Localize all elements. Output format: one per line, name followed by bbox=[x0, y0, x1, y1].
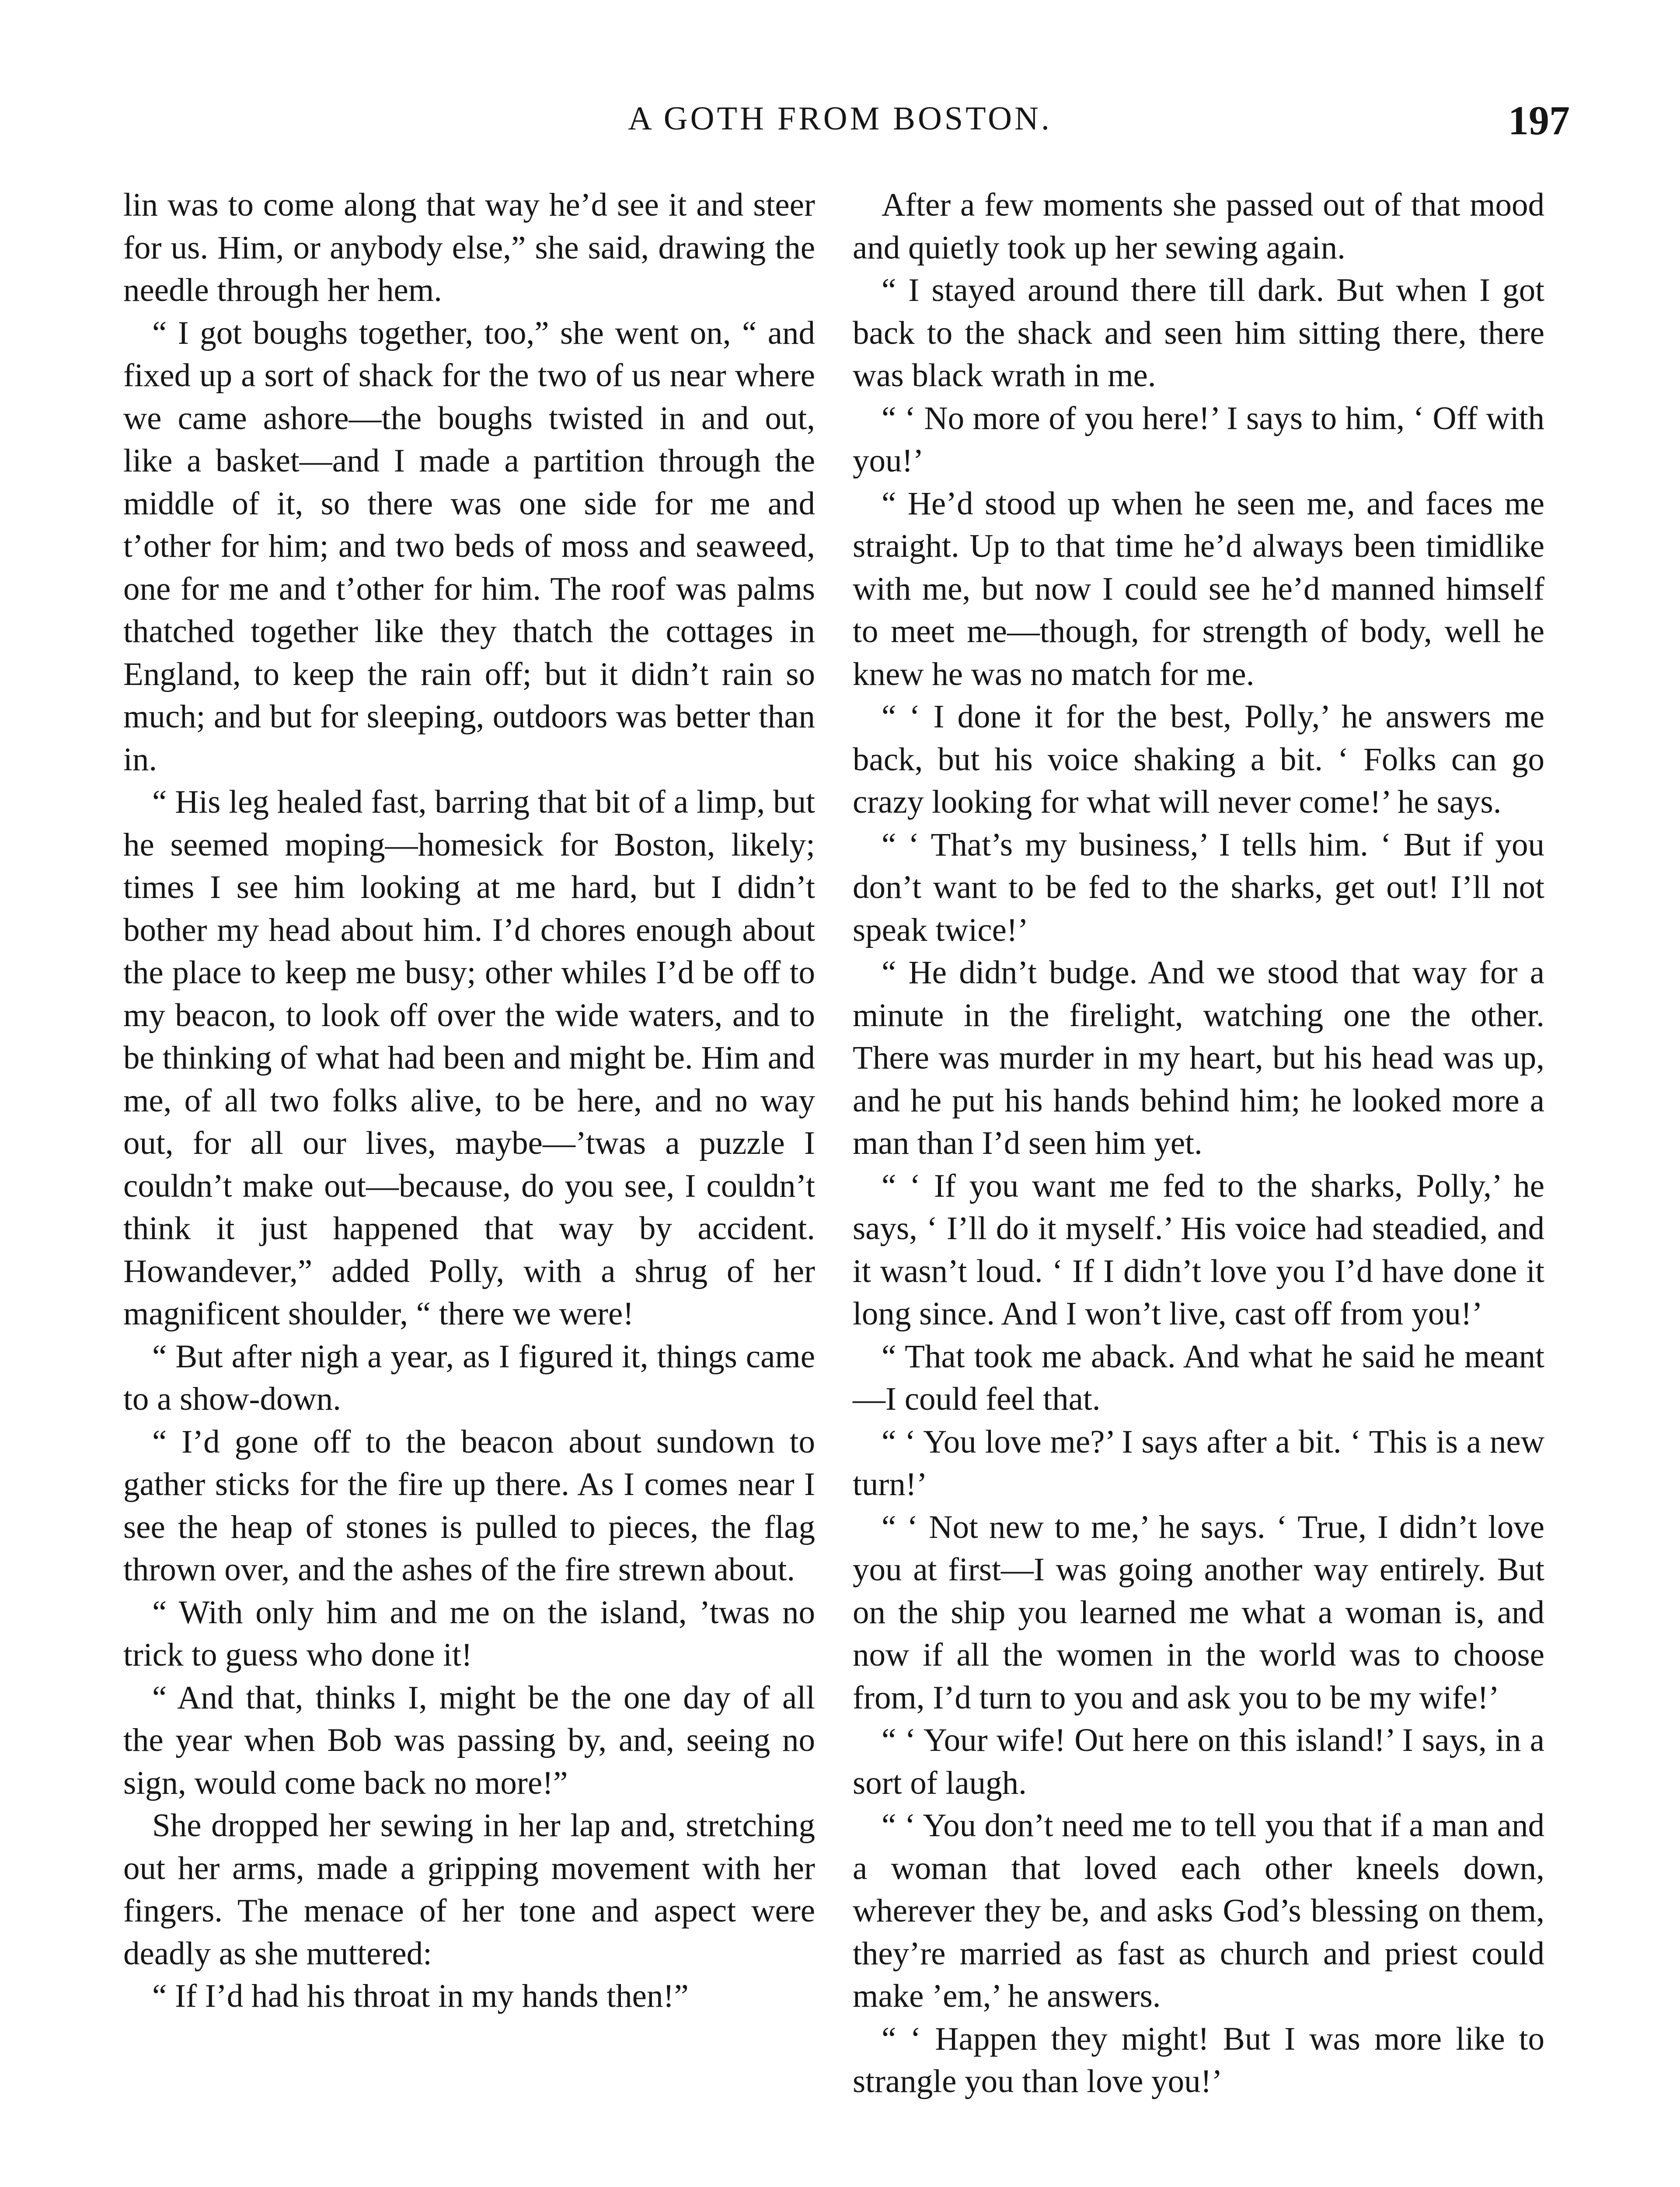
right-column bbox=[853, 184, 1544, 2103]
paragraph: “ ‘ I done it for the best, Polly,’ he answers me back, but his voice shaking a bit. ‘ Folks can go crazy looking for what will never come!’ he says. bbox=[853, 699, 1544, 820]
paragraph: “ I stayed around there till dark. But when I got back to the shack and seen him sitting there, there was black wrath in me. bbox=[853, 272, 1544, 394]
paragraph: “ He’d stood up when he seen me, and faces me straight. Up to that time he’d always been timidlike with me, but now I could see he’d manned himself to meet me—though, for strength of body, well he knew he was no match for me. bbox=[853, 485, 1544, 692]
paragraph: “ He didn’t budge. And we stood that way for a minute in the firelight, watching one the other. There was murder in my heart, but his head was up, and he put his hands behind him; he looked more a man than I’d seen him yet. bbox=[853, 954, 1544, 1161]
paragraph: “ ‘ Happen they might! But I was more like to strangle you than love you!’ bbox=[853, 2020, 1544, 2100]
paragraph: “ ‘ If you want me fed to the sharks, Polly,’ he says, ‘ I’ll do it myself.’ His voice had steadied, and it wasn’t loud. ‘ If I didn’t love you I’d have done it long since. And I won’t live, cast off from you!’ bbox=[853, 1167, 1544, 1332]
paragraph: “ ‘ That’s my business,’ I tells him. ‘ But if you don’t want to be fed to the sharks, get out! I’ll not speak twice!’ bbox=[853, 826, 1544, 948]
paragraph: “ If I’d had his throat in my hands then!” bbox=[152, 1978, 689, 2014]
paragraph: “ But after nigh a year, as I figured it, things came to a show-down. bbox=[123, 1338, 815, 1417]
paragraph: “ ‘ Your wife! Out here on this island!’ I says, in a sort of laugh. bbox=[853, 1722, 1544, 1801]
paragraph: “ That took me aback. And what he said he meant—I could feel that. bbox=[853, 1338, 1544, 1417]
page-header-title: A GOTH FROM BOSTON. bbox=[628, 100, 1052, 137]
paragraph: “ I got boughs together, too,” she went on, “ and fixed up a sort of shack for the two of us near where we came ashore—the boughs twisted in and out, like a basket—and I made a partition through the middle of it, so there was one side for me and t’other for him; and two beds of moss and seaweed, one for me and t’other for him. The roof was palms thatched together like they thatch the cottages in England, to keep the rain off; but it didn’t rain so much; and but for sleeping, outdoors was better than in. bbox=[123, 314, 815, 778]
running-head bbox=[0, 100, 1680, 170]
paragraph: “ And that, thinks I, might be the one day of all the year when Bob was passing by, and, seeing no sign, would come back no more!” bbox=[123, 1679, 815, 1801]
paragraph: “ His leg healed fast, barring that bit of a limp, but he seemed moping—homesick for Boston, likely; times I see him looking at me hard, but I didn’t bother my head about him. I’d chores enough about the place to keep me busy; other whiles I’d be off to my beacon, to look off over the wide waters, and to be thinking of what had been and might be. Him and me, of all two folks alive, to be here, and no way out, for all our lives, maybe—’twas a puzzle I couldn’t make out—because, do you see, I couldn’t think it just happened that way by accident. Howandever,” added Polly, with a shrug of her magnificent shoulder, “ there we were! bbox=[123, 784, 815, 1332]
paragraph: After a few moments she passed out of that mood and quietly took up her sewing again. bbox=[853, 187, 1544, 266]
paragraph: “ I’d gone off to the beacon about sundown to gather sticks for the fire up there. As I comes near I see the heap of stones is pulled to pieces, the flag thrown over, and the ashes of the fire strewn about. bbox=[123, 1423, 815, 1588]
paragraph: “ ‘ You don’t need me to tell you that if a man and a woman that loved each other kneels down, wherever they be, and asks God’s blessing on them, they’re married as fast as church and priest could make ’em,’ he answers. bbox=[853, 1807, 1544, 2014]
paragraph: She dropped her sewing in her lap and, stretching out her arms, made a gripping movement with her fingers. The menace of her tone and aspect were deadly as she muttered: bbox=[123, 1807, 815, 1972]
paragraph: “ ‘ Not new to me,’ he says. ‘ True, I didn’t love you at first—I was going another way entirely. But on the ship you learned me what a woman is, and now if all the women in the world was to choose from, I’d turn to you and ask you to be my wife!’ bbox=[853, 1509, 1544, 1716]
paragraph: “ With only him and me on the island, ’twas no trick to guess who done it! bbox=[123, 1594, 815, 1673]
page-number: 197 bbox=[1508, 98, 1570, 143]
paragraph: lin was to come along that way he’d see it and steer for us. Him, or anybody else,” she said, drawing the needle through her hem. bbox=[123, 187, 815, 308]
paragraph: “ ‘ No more of you here!’ I says to him, ‘ Off with you!’ bbox=[853, 400, 1544, 479]
paragraph: “ ‘ You love me?’ I says after a bit. ‘ This is a new turn!’ bbox=[853, 1423, 1544, 1502]
left-column bbox=[123, 184, 815, 2018]
